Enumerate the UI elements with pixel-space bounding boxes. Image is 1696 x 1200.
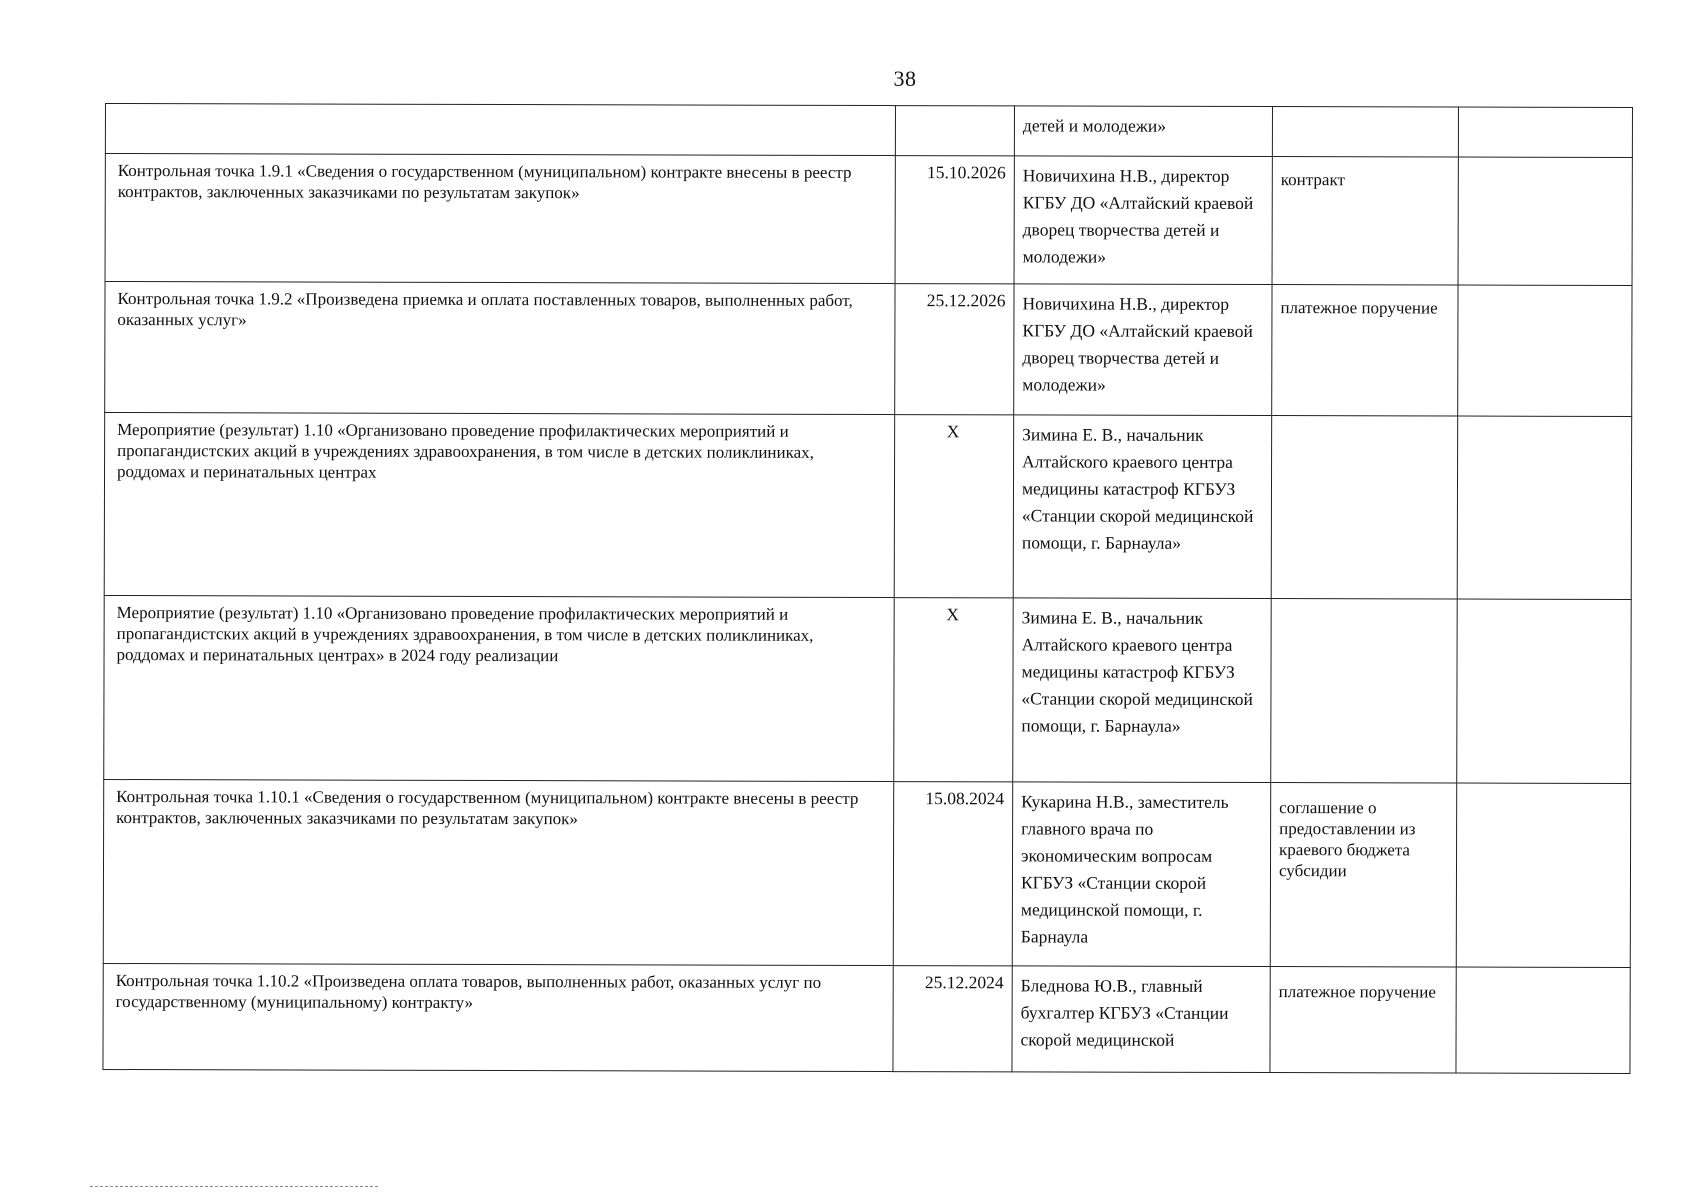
table-row [103,779,1630,967]
responsible-cell: Кукарина Н.В., заместитель главного врача по экономическим вопросам КГБУЗ «Станции скорой медицинской помощи, г. Барнаула [1012,782,1270,967]
document-cell: контракт [1272,157,1458,285]
date-cell: 15.10.2026 [895,156,1014,284]
extra-cell [1456,967,1630,1073]
document-cell: платежное поручение [1272,285,1458,416]
description-cell [105,104,895,156]
extra-cell [1458,285,1632,416]
description-cell: Контрольная точка 1.10.2 «Произведена оплата товаров, выполненных работ, оказанных услуг по государственному (муниципальному) контракту» [103,963,893,1071]
table-row [104,595,1631,783]
table-row [103,963,1630,1073]
table-row [104,413,1631,600]
table-row [105,154,1632,286]
date-cell: X [894,415,1013,598]
extra-cell [1457,416,1631,599]
description-cell: Мероприятие (результат) 1.10 «Организовано проведение профилактических мероприятий и пропагандистских акций в учреждениях здравоохранения, в том числе в детских поликлиниках, роддомах и перинатальных центрах [104,413,894,598]
description-cell: Контрольная точка 1.9.1 «Сведения о государственном (муниципальном) контракте внесены в реестр контрактов, заключенных заказчиками по результатам закупок» [105,154,895,284]
document-cell [1271,599,1457,783]
footer-rule [90,1186,378,1187]
document-cell: платежное поручение [1270,967,1456,1073]
responsible-cell: детей и молодежи» [1014,106,1272,157]
description-cell: Контрольная точка 1.10.1 «Сведения о государственном (муниципальном) контракте внесены в реестр контрактов, заключенных заказчиками по результатам закупок» [103,779,893,965]
extra-cell [1457,599,1631,783]
document-cell [1271,416,1457,599]
description-cell: Контрольная точка 1.9.2 «Произведена приемка и оплата поставленных товаров, выполненных работ, оказанных услуг» [105,282,895,415]
date-cell: 25.12.2026 [895,284,1014,415]
responsible-cell: Зимина Е. В., начальник Алтайского краевого центра медицины катастроф КГБУЗ «Станции скорой медицинской помощи, г. Барнаула» [1013,415,1271,599]
description-cell: Мероприятие (результат) 1.10 «Организовано проведение профилактических мероприятий и пропагандистских акций в учреждениях здравоохранения, в том числе в детских поликлиниках, роддомах и перинатальных центрах» в 2024 году реализации [104,595,894,781]
document-cell: соглашение о предоставлении из краевого бюджета субсидии [1270,783,1456,967]
date-cell [895,106,1014,156]
responsible-cell: Новичихина Н.В., директор КГБУ ДО «Алтайский краевой дворец творчества детей и молодежи» [1014,156,1272,285]
table-row [105,104,1632,158]
responsible-cell: Новичихина Н.В., директор КГБУ ДО «Алтайский краевой дворец творчества детей и молодежи» [1014,284,1272,416]
extra-cell [1458,107,1632,157]
responsible-cell: Зимина Е. В., начальник Алтайского краевого центра медицины катастроф КГБУЗ «Станции скорой медицинской помощи, г. Барнаула» [1013,598,1271,783]
table-row [105,282,1632,417]
date-cell: X [894,598,1013,782]
responsible-cell: Бледнова Ю.В., главный бухгалтер КГБУЗ «Станции скорой медицинской [1012,966,1270,1073]
date-cell: 25.12.2024 [893,966,1012,1072]
plan-table [102,103,1633,1074]
page-number: 38 [893,66,917,91]
extra-cell [1458,157,1632,285]
extra-cell [1456,783,1630,967]
date-cell: 15.08.2024 [893,782,1012,966]
document-cell [1272,107,1458,157]
